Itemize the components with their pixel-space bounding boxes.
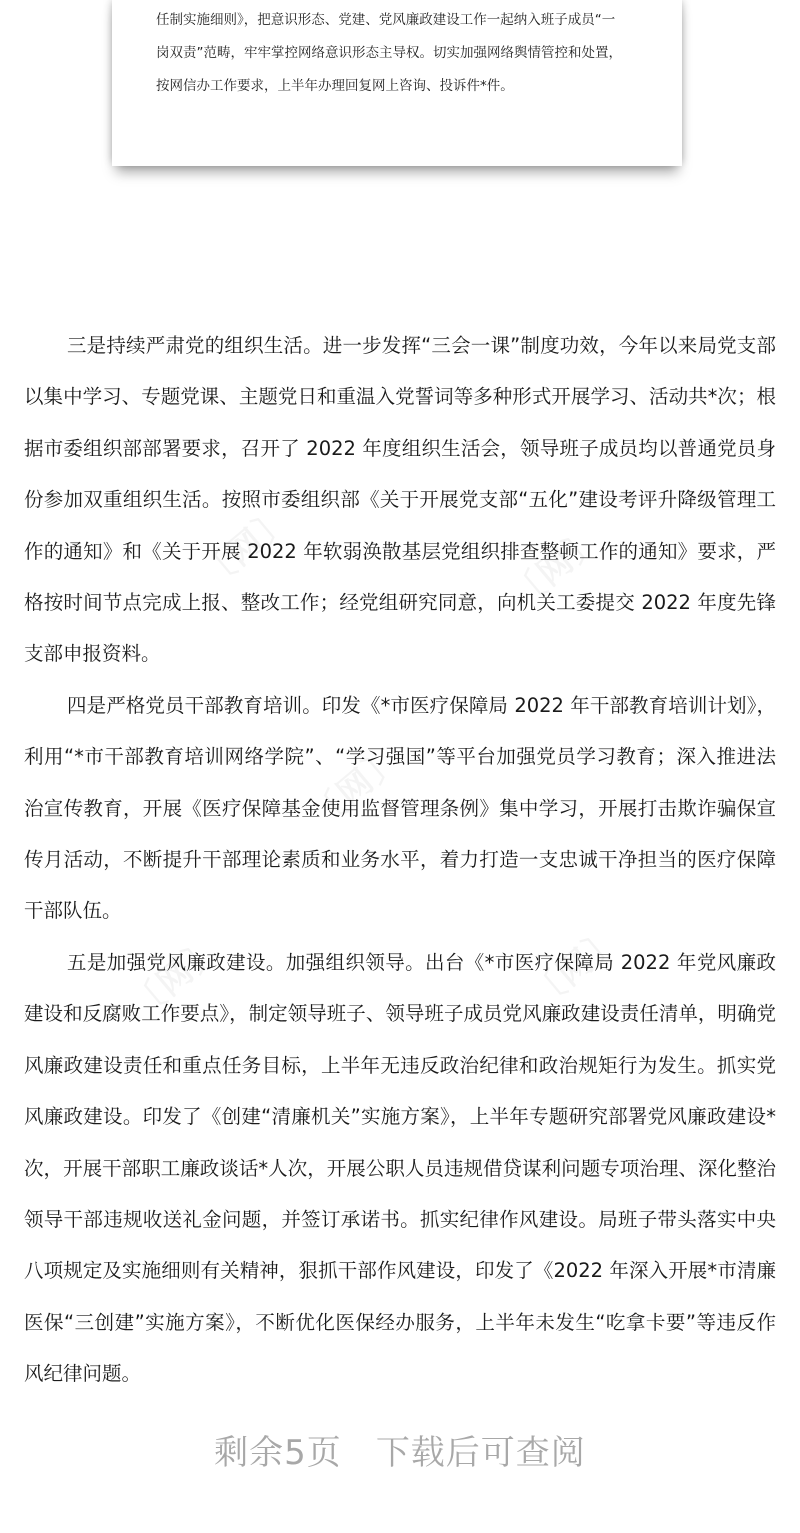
preview-card-text [156,4,656,103]
preview-page-card [112,0,682,166]
download-label: 下载后可查阅 [375,1433,586,1473]
paragraph-clean-governance: 五是加强党风廉政建设。加强组织领导。出台《*市医疗保障局 2022 年党风廉政建设和反腐败工作要点》，制定领导班子、领导班子成员党风廉政建设责任清单，明确党风廉政建设责任和重点任务目标，上半年无违反政治纪律和政治规矩行为发生。抓实党风廉政建设。印发了《创建“清廉机关”实施方案》，上半年专题研究部署党风廉政建设*次，开展干部职工廉政谈话*人次，开展公职人员违规借贷谋利问题专项治理、深化整治领导干部违规收送礼金问题，并签订承诺书。抓实纪律作风建设。局班子带头落实中央八项规定及实施细则有关精神，狠抓干部作风建设，印发了《2022 年深入开展*市清廉医保“三创建”实施方案》，不断优化医保经办服务，上半年未发生“吃拿卡要”等违反作风纪律问题。 [24,950,776,1386]
download-to-read-button[interactable] [214,1425,586,1474]
remaining-pages-label: 剩余5页 [214,1433,342,1473]
preview-card-line: 按网信办工作要求，上半年办理回复网上咨询、投诉件*件。 [156,78,514,94]
paragraph-organization-life: 三是持续严肃党的组织生活。进一步发挥“三会一课”制度功效，今年以来局党支部以集中学习、专题党课、主题党日和重温入党誓词等多种形式开展学习、活动共*次；根据市委组织部部署要求，召开了 2022 年度组织生活会，领导班子成员均以普通党员身份参加双重组织生活。按照市委组织部《关于开展党支部“五化”建设考评升降级管理工作的通知》和《关于开展 2022 年软弱涣散基层党组织排查整顿工作的通知》要求，严格按时间节点完成上报、整改工作；经党组研究同意，向机关工委提交 2022 年度先锋支部申报资料。 [24,334,776,666]
preview-card-line: 岗双责”范畴，牢牢掌控网络意识形态主导权。切实加强网络舆情管控和处置， [156,45,622,61]
document-body [24,320,776,1400]
paragraph-education-training: 四是严格党员干部教育培训。印发《*市医疗保障局 2022 年干部教育培训计划》，利用“*市干部教育培训网络学院”、“学习强国”等平台加强党员学习教育；深入推进法治宣传教育，开展《医疗保障基金使用监督管理条例》集中学习，开展打击欺诈骗保宣传月活动，不断提升干部理论素质和业务水平，着力打造一支忠诚干净担当的医疗保障干部队伍。 [24,693,776,923]
download-footer [0,1425,800,1474]
preview-card-line: 任制实施细则》，把意识形态、党建、党风廉政建设工作一起纳入班子成员“一 [156,12,616,28]
